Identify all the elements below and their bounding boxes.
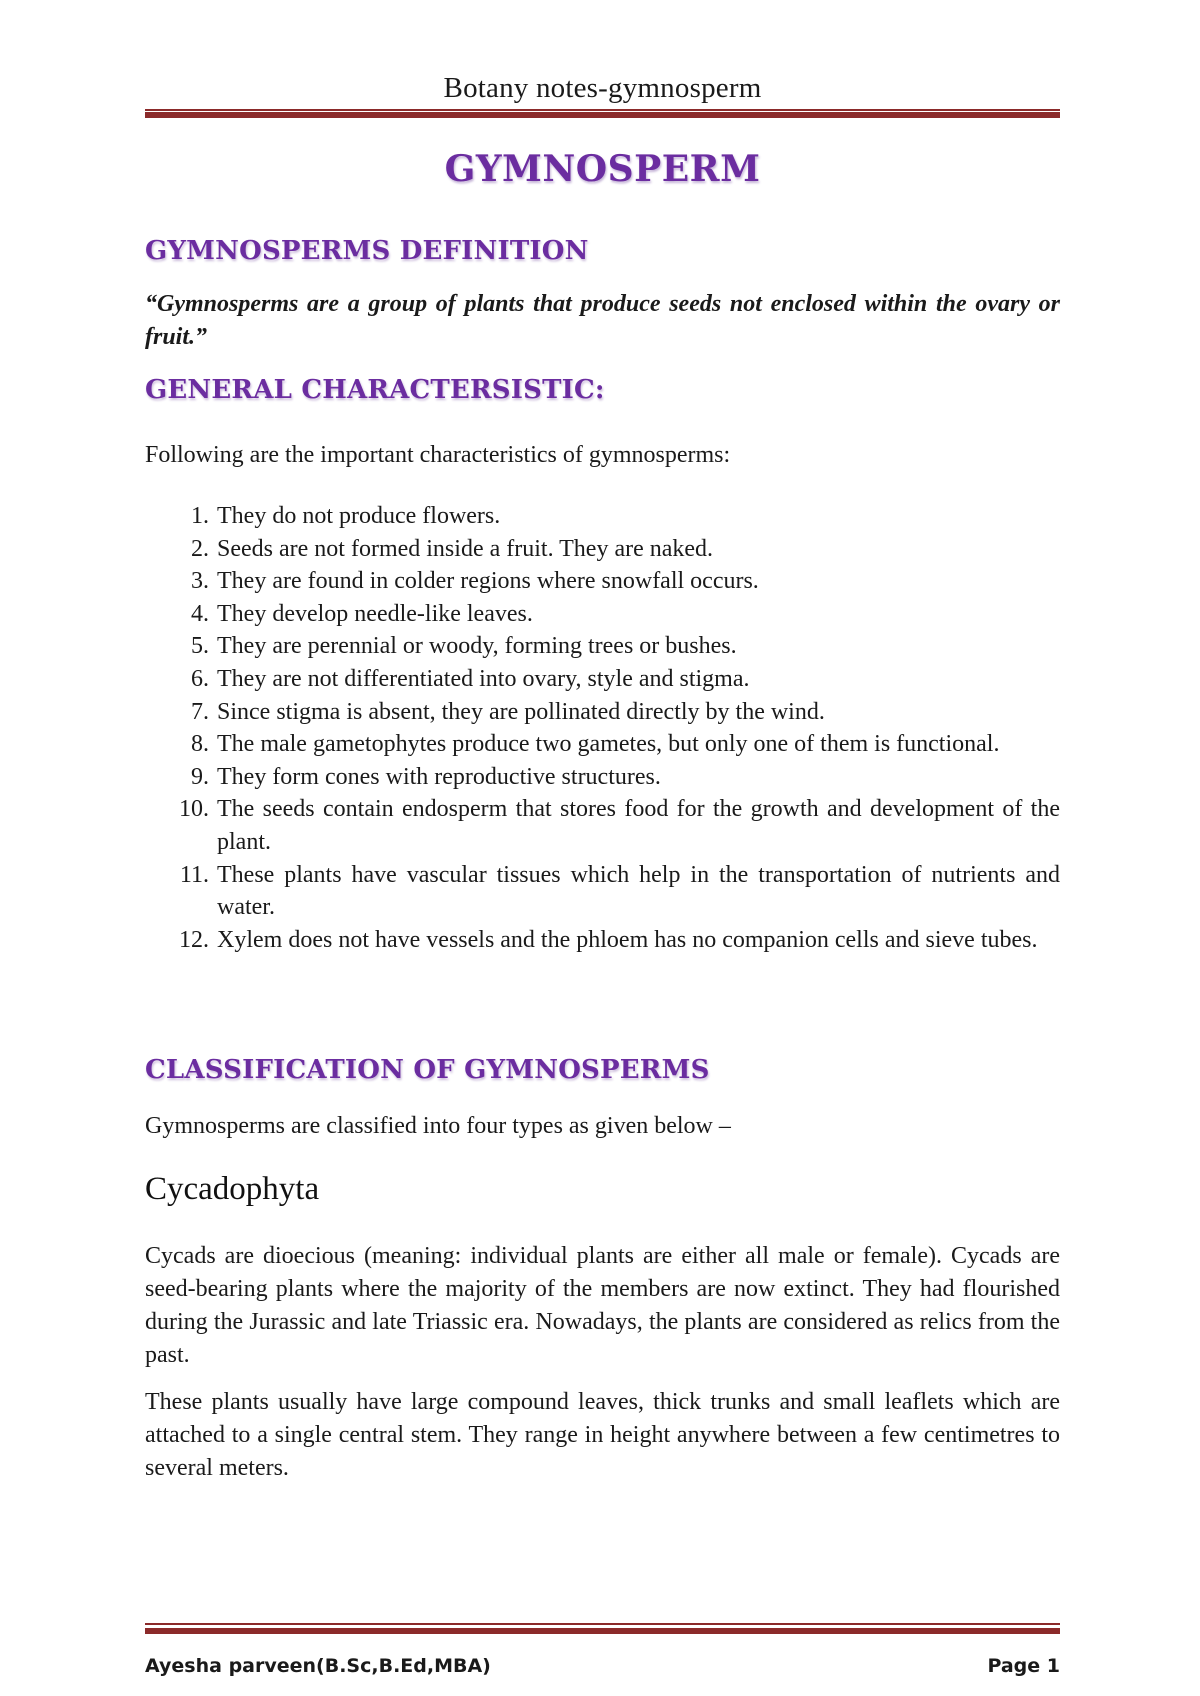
cycadophyta-paragraph-2: These plants usually have large compound leaves, thick trunks and small leaflets which are attached to a single central stem. They range in height anywhere between a few centimetres to several meters. xyxy=(145,1389,1060,1481)
list-item-number: 4. xyxy=(191,600,209,627)
list-item xyxy=(145,761,1060,794)
list-item xyxy=(145,533,1060,566)
list-item-text: Xylem does not have vessels and the phloem has no companion cells and sieve tubes. xyxy=(217,926,1038,953)
list-item-text: They do not produce flowers. xyxy=(217,503,501,529)
list-item-number: 7. xyxy=(191,698,209,725)
list-item-number: 9. xyxy=(191,763,209,790)
list-item-number: 6. xyxy=(191,665,209,692)
list-item-text: The seeds contain endosperm that stores food for the growth and development of the plant. xyxy=(217,796,1060,855)
header-rule-thick xyxy=(145,112,1060,118)
cycadophyta-heading: Cycadophyta xyxy=(145,1171,320,1207)
footer-rule-thick xyxy=(145,1628,1060,1634)
footer-author: Ayesha parveen(B.Sc,B.Ed,MBA) xyxy=(145,1655,491,1677)
header-rule-thin xyxy=(145,109,1060,111)
list-item-number: 10. xyxy=(179,796,209,823)
running-header: Botany notes-gymnosperm xyxy=(443,72,762,104)
list-item xyxy=(145,598,1060,631)
list-item-number: 11. xyxy=(179,861,209,888)
list-item-text: They are not differentiated into ovary, style and stigma. xyxy=(217,665,750,692)
list-item xyxy=(145,859,1060,924)
list-item-text: They form cones with reproductive structures. xyxy=(217,763,661,790)
list-item xyxy=(145,696,1060,729)
cycadophyta-paragraph-1: Cycads are dioecious (meaning: individual plants are either all male or female). Cycads are seed-bearing plants where the majority of the members are now extinct. They had flourished during the Jurassic and late Triassic era. Nowadays, the plants are considered as relics from the past. xyxy=(145,1243,1060,1368)
footer-rule-thin xyxy=(145,1623,1060,1625)
list-item xyxy=(145,793,1060,858)
list-item-number: 2. xyxy=(191,535,209,562)
list-item-number: 1. xyxy=(191,503,209,529)
list-item xyxy=(145,500,1060,533)
page-title: GYMNOSPERM xyxy=(444,148,761,190)
classification-heading: CLASSIFICATION OF GYMNOSPERMS xyxy=(145,1055,710,1085)
list-item-text: They are found in colder regions where snowfall occurs. xyxy=(217,568,759,595)
classification-intro: Gymnosperms are classified into four types as given below – xyxy=(145,1113,731,1139)
list-item-number: 3. xyxy=(191,568,209,595)
list-item-text: The male gametophytes produce two gametes, but only one of them is functional. xyxy=(217,731,1000,758)
list-item-number: 8. xyxy=(191,731,209,758)
definition-text: “Gymnosperms are a group of plants that produce seeds not enclosed within the ovary or fruit.” xyxy=(145,291,1060,350)
list-item xyxy=(145,924,1060,957)
characteristics-heading: GENERAL CHARACTERSISTIC: xyxy=(145,375,605,405)
list-item xyxy=(145,630,1060,663)
list-item-text: They are perennial or woody, forming trees or bushes. xyxy=(217,633,737,660)
footer-page-number: Page 1 xyxy=(987,1655,1060,1677)
list-item-text: Seeds are not formed inside a fruit. They are naked. xyxy=(217,535,714,562)
definition-heading: GYMNOSPERMS DEFINITION xyxy=(145,236,589,266)
list-item xyxy=(145,663,1060,696)
characteristics-list xyxy=(145,500,1060,956)
list-item-text: They develop needle-like leaves. xyxy=(217,600,533,627)
list-item-number: 5. xyxy=(191,633,209,660)
list-item xyxy=(145,565,1060,598)
list-item-text: These plants have vascular tissues which help in the transportation of nutrients and water. xyxy=(217,861,1060,921)
list-item-text: Since stigma is absent, they are pollinated directly by the wind. xyxy=(217,698,825,725)
characteristics-intro: Following are the important characteristics of gymnosperms: xyxy=(145,442,731,468)
list-item xyxy=(145,728,1060,761)
list-item-number: 12. xyxy=(179,926,209,953)
